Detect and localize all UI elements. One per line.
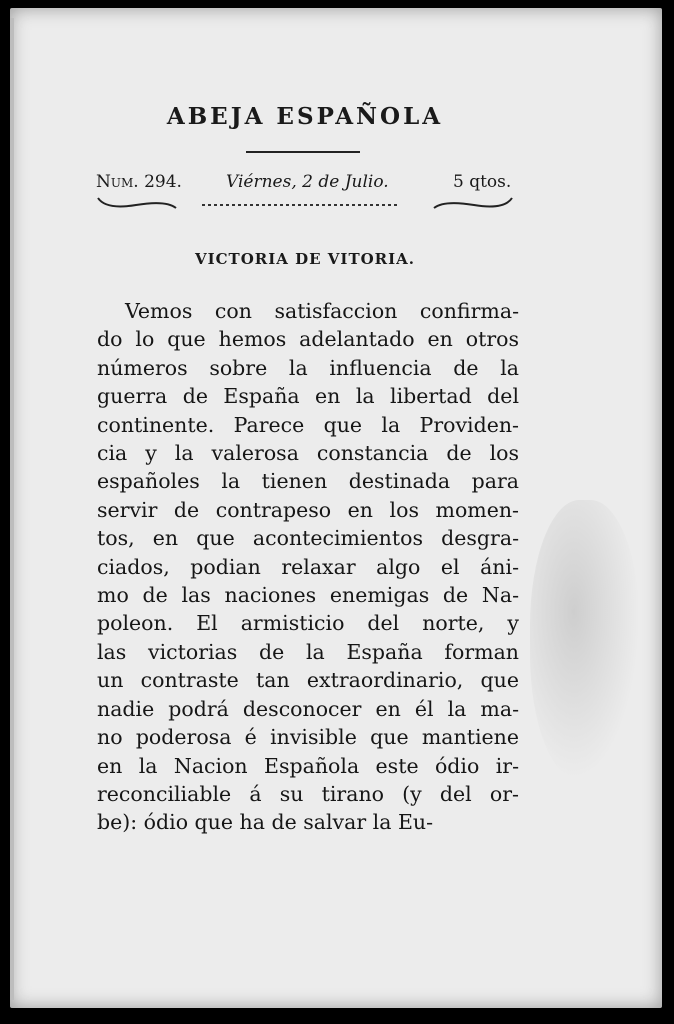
body-line: Vemos con satisfaccion confirma- [125, 299, 519, 323]
center-dotted-ornament [200, 196, 400, 212]
body-line: reconciliable á su tirano (y del or- [97, 781, 519, 806]
body-line: las victorias de la España forman [97, 639, 519, 664]
body-line: números sobre la influencia de la [97, 355, 519, 380]
body-line: ciados, podian relaxar algo el áni- [97, 554, 519, 579]
body-line: nadie podrá desconocer en él la ma- [97, 696, 519, 721]
water-stain [530, 500, 640, 780]
right-flourish-ornament [432, 196, 514, 212]
body-line: servir de contrapeso en los momen- [97, 497, 519, 522]
article-heading: VICTORIA DE VITORIA. [194, 250, 416, 268]
issue-number: Num. 294. [96, 172, 182, 192]
body-line: cia y la valerosa constancia de los [97, 441, 519, 466]
body-line: guerra de España en la libertad del [97, 384, 519, 409]
page-fold [10, 18, 14, 1000]
body-line: mo de las naciones enemigas de Na- [97, 583, 519, 608]
left-flourish-ornament [96, 196, 178, 212]
issue-date: Viérnes, 2 de Julio. [226, 172, 389, 192]
article-body [97, 297, 519, 837]
body-line: be): ódio que ha de salvar la Eu- [97, 810, 434, 835]
body-line: no poderosa é invisible que mantiene [97, 725, 519, 750]
newspaper-title: ABEJA ESPAÑOLA [166, 103, 444, 130]
body-line: españoles la tienen destinada para [97, 469, 519, 494]
title-rule [246, 151, 360, 153]
body-line: do lo que hemos adelantado en otros [97, 327, 519, 352]
body-line: en la Nacion Española este ódio ir- [97, 753, 519, 778]
body-line: tos, en que acontecimientos desgra- [97, 526, 519, 551]
body-line: poleon. El armisticio del norte, y [97, 611, 519, 636]
issue-price: 5 qtos. [453, 172, 512, 192]
body-line: un contraste tan extraordinario, que [97, 668, 519, 693]
body-line: continente. Parece que la Providen- [97, 412, 519, 437]
